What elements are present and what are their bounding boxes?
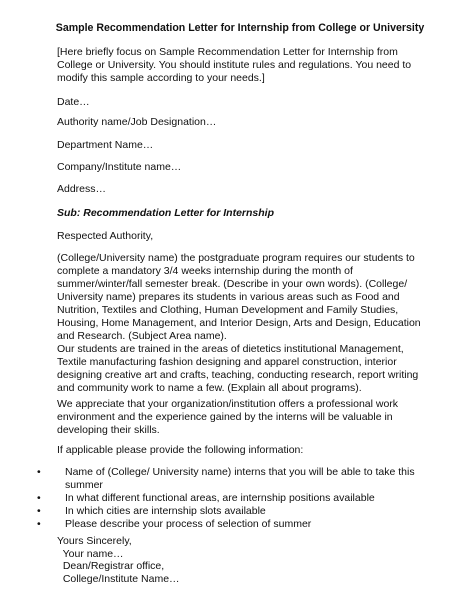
list-item-text: In what different functional areas, are internship positions available (65, 492, 375, 504)
list-item-text: Name of (College/ University name) interns that you will be able to take this (65, 466, 415, 478)
paragraph-line: University name) prepares its students in various areas such as Food and (57, 291, 400, 303)
intro-line: modify this sample according to your needs.] (57, 72, 265, 84)
paragraph-line: developing their skills. (57, 424, 160, 436)
paragraph-line: Our students are trained in the areas of dietetics institutional Management, (57, 343, 404, 355)
paragraph-line: environment and the experience gained by the interns will be valuable in (57, 411, 393, 423)
department-line: Department Name… (57, 139, 154, 151)
list-item-text: In which cities are internship slots available (65, 505, 266, 517)
paragraph-line: summer/winter/fall semester break. (Describe in your own words). (College/ (57, 278, 408, 290)
paragraph-line: designing creative art and crafts, teaching, conducting research, report writing (57, 369, 419, 381)
paragraph-line: We appreciate that your organization/institution offers a professional work (57, 398, 399, 410)
intro-line: [Here briefly focus on Sample Recommendation Letter for Internship from (57, 46, 398, 58)
bullet-icon: • (37, 505, 41, 517)
paragraph-programs (57, 252, 427, 343)
paragraph-line: Housing, Home Management, and Interior Design, Arts and Design, Education (57, 317, 421, 329)
list-item (37, 518, 437, 531)
list-item (37, 466, 437, 492)
paragraph-line: and Research. (Subject Area name). (57, 330, 227, 342)
signer-name: Your name… (57, 547, 124, 560)
date-line: Date… (57, 96, 90, 108)
paragraph-line: complete a mandatory 3/4 weeks internship during the month of (57, 265, 353, 277)
closing-line: Yours Sincerely, (57, 535, 132, 547)
paragraph-request: If applicable please provide the following information: (57, 444, 304, 456)
paragraph-training (57, 343, 427, 395)
list-item-text: summer (65, 479, 103, 491)
list-item-text: Please describe your process of selection of summer (65, 518, 312, 530)
bullet-icon: • (37, 518, 41, 530)
authority-line: Authority name/Job Designation… (57, 116, 217, 128)
subject-line: Sub: Recommendation Letter for Internship (57, 207, 275, 219)
intro-note (57, 46, 427, 85)
bullet-icon: • (37, 492, 41, 504)
address-line: Address… (57, 183, 107, 195)
salutation: Respected Authority, (57, 230, 154, 242)
paragraph-line: (College/University name) the postgraduate program requires our students to (57, 252, 415, 264)
signer-office: Dean/Registrar office, (57, 560, 165, 573)
paragraph-line: Textile manufacturing fashion designing and apparel construction, interior (57, 356, 397, 368)
bullet-icon: • (37, 466, 41, 478)
signer-institute: College/Institute Name… (57, 573, 180, 586)
paragraph-line: Nutrition, Textiles and Clothing, Human Development and Family Studies, (57, 304, 399, 316)
letter-title: Sample Recommendation Letter for Internship from College or University (55, 22, 425, 34)
intro-line: College or University. You should institute rules and regulations. You need to (57, 59, 412, 71)
signature-block (57, 535, 180, 586)
paragraph-appreciation (57, 398, 427, 437)
paragraph-line: and community work to name a few. (Explain all about programs). (57, 382, 362, 394)
list-item (37, 505, 437, 518)
company-line: Company/Institute name… (57, 161, 182, 173)
information-list (37, 466, 437, 531)
list-item (37, 492, 437, 505)
